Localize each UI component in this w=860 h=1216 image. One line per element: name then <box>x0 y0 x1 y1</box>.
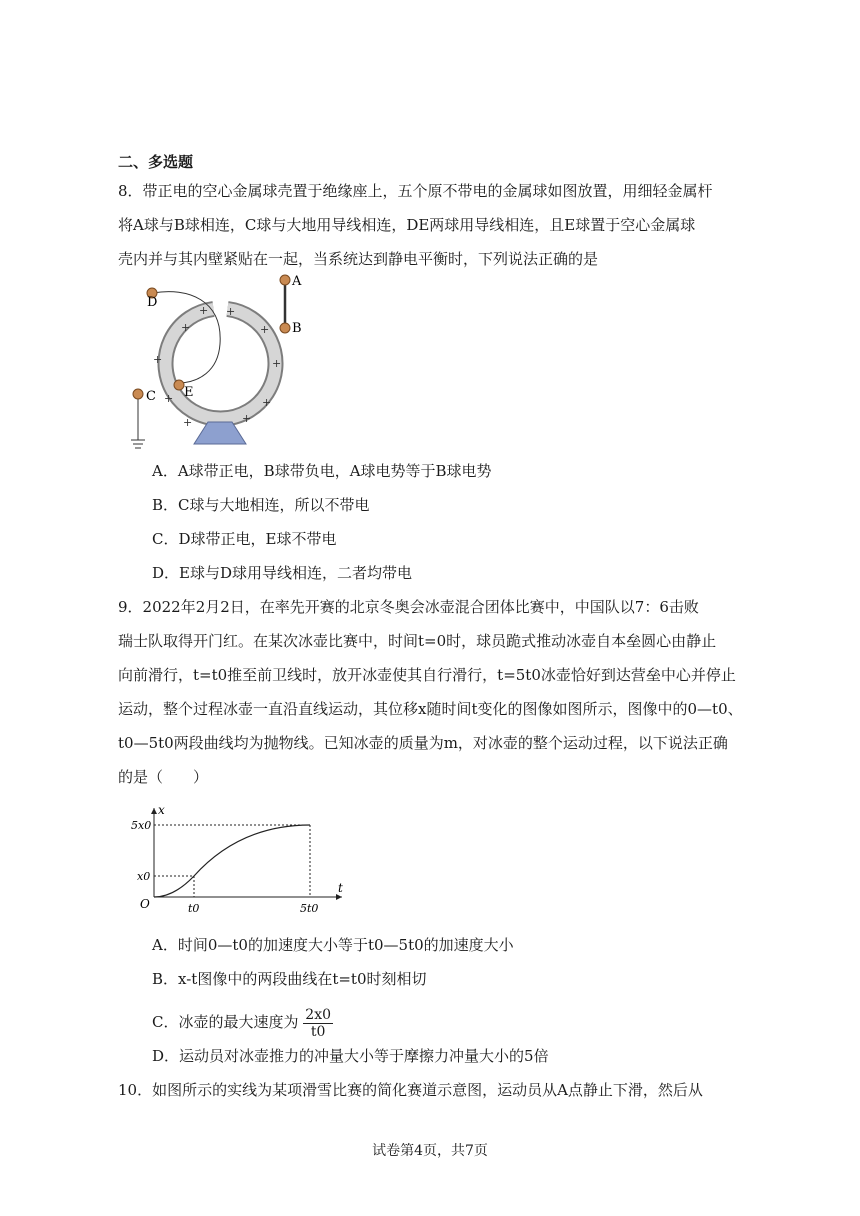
svg-text:+: + <box>183 416 193 429</box>
svg-text:+: + <box>242 412 252 425</box>
ball-a <box>280 275 290 285</box>
q9-stem-line-6: 的是（ ） <box>118 768 209 786</box>
q8-stem-line-2: 将A球与B球相连，C球与大地用导线相连，DE两球用导线相连，且E球置于空心金属球 <box>118 216 696 234</box>
q9-stem-line-4: 运动，整个过程冰壶一直沿直线运动，其位移x随时间t变化的图像如图所示，图像中的0—t0、 <box>118 700 743 718</box>
q9-option-a[interactable]: A．时间0—t0的加速度大小等于t0—5t0的加速度大小 <box>152 936 514 954</box>
q9-stem-line-3: 向前滑行，t=t0推至前卫线时，放开冰壶使其自行滑行，t=5t0冰壶恰好到达营垒中心并停止 <box>118 666 736 684</box>
ball-c <box>133 389 143 399</box>
q9-option-b[interactable]: B．x-t图像中的两段曲线在t=t0时刻相切 <box>152 970 427 988</box>
q10-stem-line-1: 10．如图所示的实线为某项滑雪比赛的简化赛道示意图，运动员从A点静止下滑，然后从 <box>118 1081 703 1099</box>
label-c: C <box>146 389 156 404</box>
tick-t0: t0 <box>188 902 200 915</box>
y-axis-label: x <box>158 803 165 817</box>
ball-b <box>280 323 290 333</box>
q8-stem-line-1: 8．带正电的空心金属球壳置于绝缘座上，五个原不带电的金属球如图放置，用细轻金属杆 <box>118 182 713 200</box>
tick-5x0: 5x0 <box>131 819 152 832</box>
q9-xt-graph <box>128 800 358 920</box>
svg-text:+: + <box>181 321 191 334</box>
max-speed-fraction: $\frac{2x0}{t0}$ <box>305 1006 331 1040</box>
q9-stem-line-1: 9．2022年2月2日，在率先开赛的北京冬奥会冰壶混合团体比赛中，中国队以7：6击败 <box>118 598 699 616</box>
q9-option-c[interactable]: C．冰壶的最大速度为 $\frac{2x0}{t0}$ <box>152 1006 331 1040</box>
origin-label: O <box>140 897 150 911</box>
label-a: A <box>292 274 302 289</box>
tick-5t0: 5t0 <box>300 902 319 915</box>
q8-option-a[interactable]: A．A球带正电，B球带负电，A球电势等于B球电势 <box>152 462 492 480</box>
tick-x0: x0 <box>137 870 151 883</box>
q8-figure <box>128 272 308 452</box>
q9-stem-line-2: 瑞士队取得开门红。在某次冰壶比赛中，时间t=0时，球员跪式推动冰壶自本垒圆心由静止 <box>118 632 717 650</box>
ball-e <box>174 380 184 390</box>
svg-text:+: + <box>260 323 270 336</box>
x-axis-label: t <box>338 881 343 895</box>
q8-option-b[interactable]: B．C球与大地相连，所以不带电 <box>152 496 370 514</box>
q8-stem-line-3: 壳内并与其内壁紧贴在一起，当系统达到静电平衡时，下列说法正确的是 <box>118 250 599 268</box>
svg-text:+: + <box>164 392 174 405</box>
svg-text:+: + <box>272 357 282 370</box>
svg-text:+: + <box>262 396 272 409</box>
insulating-base <box>194 422 246 444</box>
q9-stem-line-5: t0—5t0两段曲线均为抛物线。已知冰壶的质量为m，对冰壶的整个运动过程，以下说法正确 <box>118 734 728 752</box>
label-b: B <box>292 321 302 336</box>
q8-option-c[interactable]: C．D球带正电，E球不带电 <box>152 530 337 548</box>
label-d: D <box>147 295 158 310</box>
svg-text:+: + <box>226 305 236 318</box>
xt-curve <box>154 825 310 897</box>
q9-option-d[interactable]: D．运动员对冰壶推力的冲量大小等于摩擦力冲量大小的5倍 <box>152 1047 549 1065</box>
svg-text:+: + <box>153 353 163 366</box>
q8-option-d[interactable]: D．E球与D球用导线相连，二者均带电 <box>152 564 413 582</box>
svg-text:+: + <box>199 304 209 317</box>
section-title: 二、多选题 <box>118 153 194 171</box>
label-e: E <box>184 385 194 400</box>
page-footer: 试卷第4页，共7页 <box>372 1143 488 1159</box>
